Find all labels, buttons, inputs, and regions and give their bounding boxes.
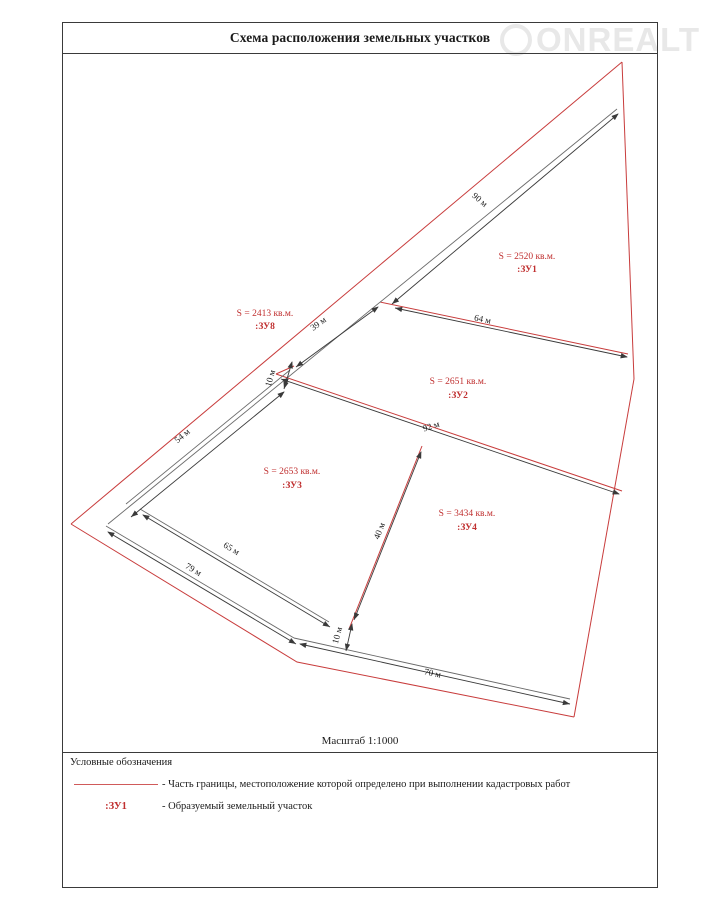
dimension-label: 10 м [330, 625, 345, 645]
dimension-label: 40 м [371, 521, 388, 541]
plot-area-label: S = 2520 кв.м. [498, 252, 556, 262]
legend-item [70, 799, 650, 813]
dimension-label: 92 м [421, 418, 441, 434]
parcel-id-swatch: :ЗУ1 [105, 800, 127, 812]
dimension-arrows [62, 54, 627, 704]
dimension-labels [172, 190, 492, 679]
title-block [62, 22, 658, 54]
legend [70, 757, 650, 821]
scale-separator [62, 752, 658, 753]
scheme-drawing [62, 54, 658, 744]
plot-labels [237, 252, 556, 533]
legend-heading: Условные обозначения [70, 757, 173, 768]
legend-key-label [70, 801, 162, 812]
legend-key-line [70, 784, 162, 785]
boundary-lines-gray [106, 109, 617, 699]
dimension-label: 79 м [183, 560, 204, 579]
plot-area-label: S = 2651 кв.м. [429, 377, 487, 387]
watermark-text: ONREALT [536, 21, 701, 58]
dimension-label: 65 м [221, 539, 242, 558]
plot-id-label: :ЗУ3 [282, 481, 302, 491]
legend-description: - Образуемый земельный участок [162, 800, 313, 812]
plot-id-label: :ЗУ2 [448, 391, 468, 401]
scheme-svg [62, 54, 658, 744]
plot-area-label: S = 2413 кв.м. [236, 309, 294, 319]
dimension-label: 54 м [172, 426, 192, 445]
boundary-line-swatch [74, 784, 158, 785]
legend-description: - Часть границы, местоположение которой определено при выполнении кадастровых работ [162, 778, 571, 790]
dimension-label: 10 м [262, 368, 278, 388]
dimension-label: 64 м [473, 312, 492, 326]
dimension-label: 70 м [423, 666, 442, 680]
parcel-boundaries-red [71, 62, 634, 717]
plot-id-label: :ЗУ8 [255, 322, 275, 332]
plot-area-label: S = 3434 кв.м. [438, 509, 496, 519]
plot-id-label: :ЗУ1 [517, 265, 537, 275]
plot-id-label: :ЗУ4 [457, 523, 477, 533]
legend-item [70, 777, 650, 791]
dimension-label: 90 м [470, 190, 490, 209]
dimension-label: 39 м [308, 314, 329, 333]
plot-area-label: S = 2653 кв.м. [263, 467, 321, 477]
scale-caption: Масштаб 1:1000 [321, 735, 399, 747]
page-title: Схема расположения земельных участков [229, 29, 491, 45]
